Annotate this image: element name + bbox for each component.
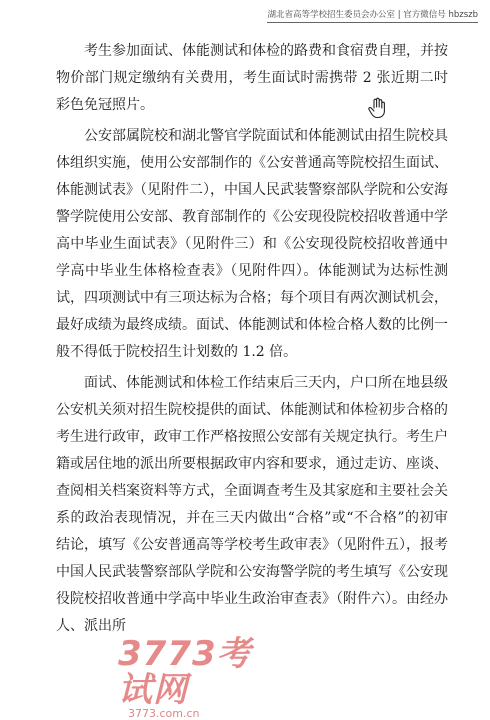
paragraph-3: 面试、体能测试和体检工作结束后三天内，户口所在地县级公安机关须对招生院校提供的面试、体能测试和体检初步合格的考生进行政审，政审工作严格按照公安部有关规定执行。考生户籍或居住地的派出所要根据政审内容和要求，通过走访、座谈、查阅相关档案资料等方式，全面调查考生及其家庭和主要社会关系的政治表现情况，并在三天内做出“合格”或“不合格”的初审结论，填写《公安普通高等学校考生政审表》（见附件五），报考中国人民武装警察部队学院和公安海警学院的考生填写《公安现役院校招收普通中学高中毕业生政治审查表》（附件六）。由经办人、派出所: [56, 375, 448, 634]
watermark-url: 3773.com.cn: [128, 707, 200, 720]
document-body: [56, 38, 448, 644]
paragraph-1: 考生参加面试、体能测试和体检的路费和食宿费自理，并按物价部门规定缴纳有关费用，考生面试时需携带 2 张近期二吋彩色免冠照片。: [56, 43, 448, 113]
hand-cursor-icon: [366, 97, 388, 119]
watermark-logo: 3773考试网: [118, 634, 252, 710]
site-watermark: [118, 634, 268, 720]
page-header: 湖北省高等学校招生委员会办公室 | 官方微信号 hbzszb: [267, 8, 478, 23]
paragraph-2: 公安部属院校和湖北警官学院面试和体能测试由招生院校具体组织实施，使用公安部制作的《公安普通高等院校招生面试、体能测试表》（见附件二），中国人民武装警察部队学院和公安海警学院使用公安部、教育部制作的《公安现役院校招收普通中学高中毕业生面试表》（见附件三）和《公安现役院校招收普通中学高中毕业生体格检查表》（见附件四）。体能测试为达标性测试，四项测试中有三项达标为合格；每个项目有两次测试机会，最好成绩为最终成绩。面试、体能测试和体检合格人数的比例一般不得低于院校招生计划数的 1.2 倍。: [56, 128, 448, 360]
